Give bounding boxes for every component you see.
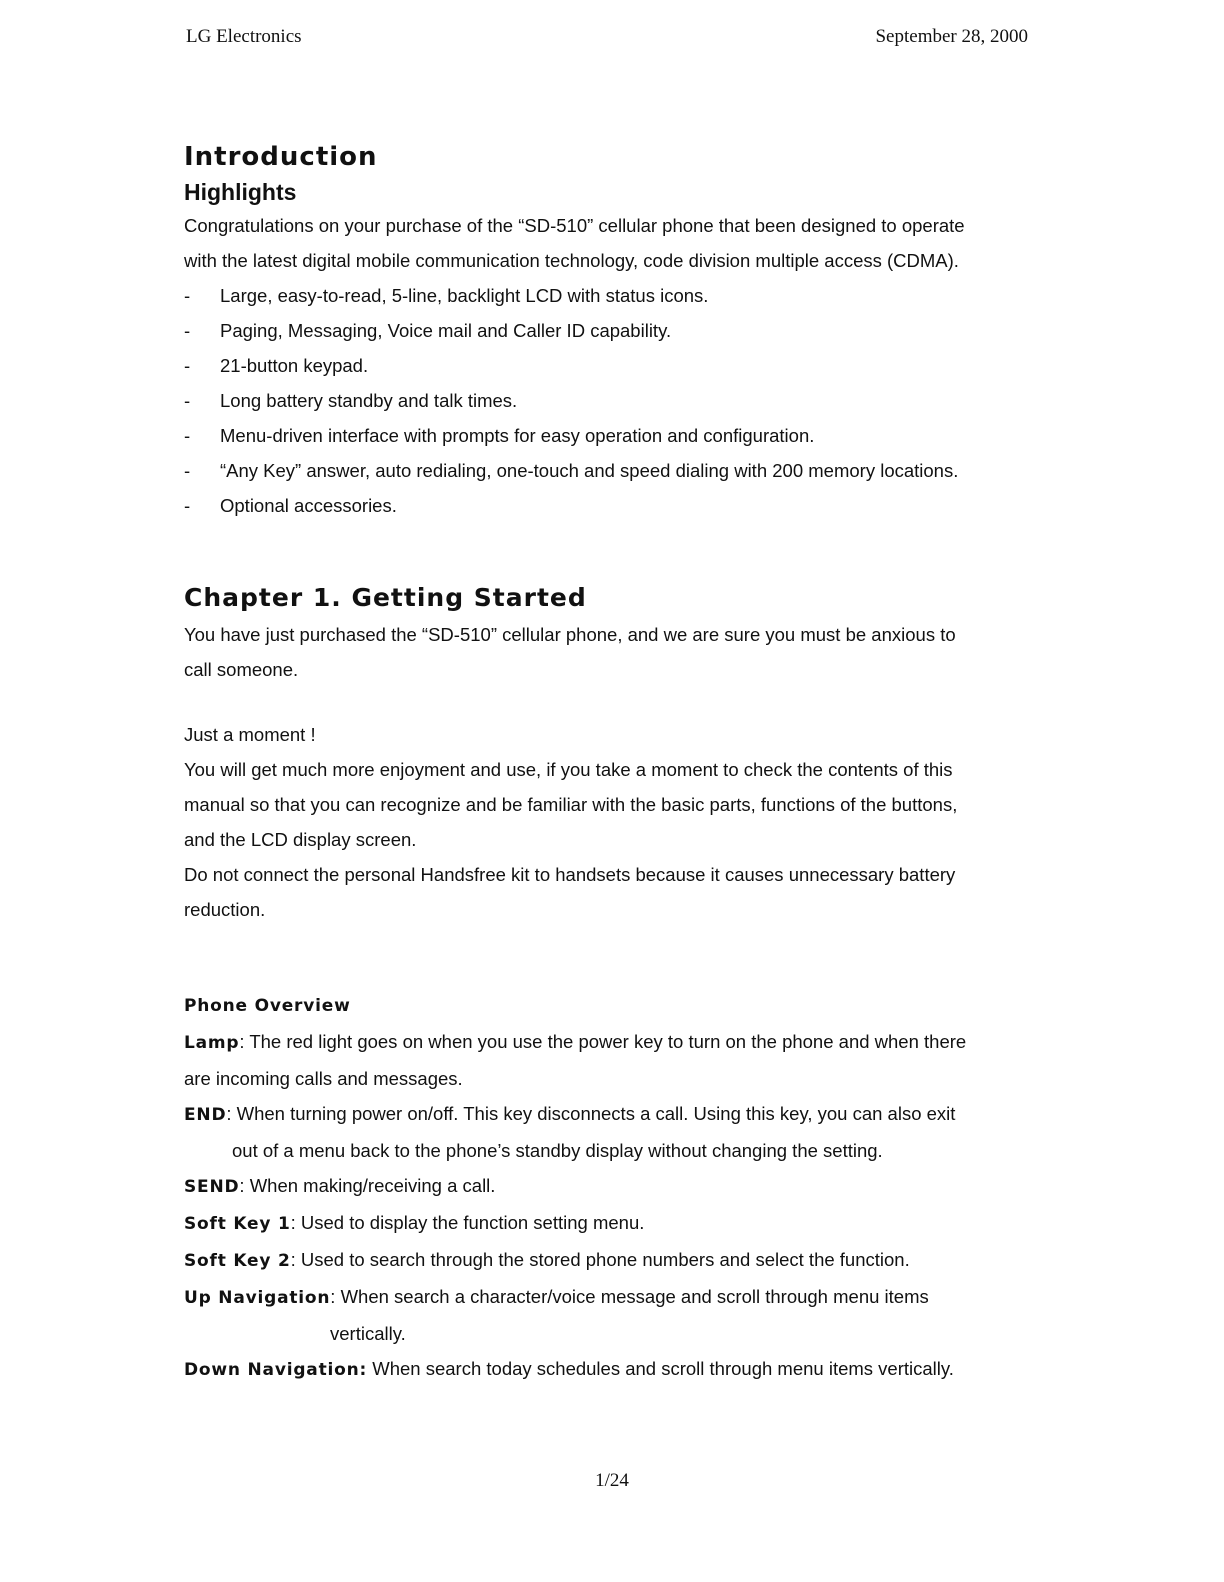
page-number: 1/24 xyxy=(595,1470,629,1491)
definition-line xyxy=(184,1205,1024,1242)
feature-text: 21-button keypad. xyxy=(220,355,369,376)
definition-text: The red light goes on when you use the power key to turn on the phone and when there xyxy=(249,1031,967,1052)
term-label: Soft Key 1 xyxy=(184,1214,291,1234)
definition-text: Used to search through the stored phone numbers and select the function. xyxy=(300,1249,910,1270)
feature-text: Optional accessories. xyxy=(220,495,397,516)
feature-item xyxy=(184,278,1024,313)
term-label: Soft Key 2 xyxy=(184,1251,291,1271)
chapter-intro-line: call someone. xyxy=(184,659,299,680)
definition-continuation: vertically. xyxy=(330,1323,406,1344)
term-separator: : xyxy=(226,1103,237,1124)
definition-text: When search today schedules and scroll through menu items vertically. xyxy=(372,1358,954,1379)
feature-item xyxy=(184,348,1024,383)
page-body xyxy=(184,138,1024,1388)
chapter-body-line: reduction. xyxy=(184,899,266,920)
term-label: Lamp xyxy=(184,1033,240,1053)
overview-item-soft-key-2 xyxy=(184,1242,1024,1279)
feature-list xyxy=(184,278,1024,523)
highlights-title: Highlights xyxy=(184,179,297,205)
term-label: END xyxy=(184,1105,227,1125)
phone-overview-title: Phone Overview xyxy=(184,996,351,1016)
overview-item-down-navigation xyxy=(184,1351,1024,1388)
feature-text: Long battery standby and talk times. xyxy=(220,390,518,411)
bullet-dash: - xyxy=(184,320,191,341)
definition-continuation: out of a menu back to the phone’s standby display without changing the setting. xyxy=(232,1140,883,1161)
term-label: Up Navigation xyxy=(184,1288,331,1308)
term-separator: : xyxy=(239,1175,250,1196)
header-date: September 28, 2000 xyxy=(875,26,1028,47)
spacer xyxy=(184,927,1024,989)
term-separator: : xyxy=(290,1212,301,1233)
chapter-body-line: Do not connect the personal Handsfree kit to handsets because it causes unnecessary battery xyxy=(184,864,956,885)
chapter-body-line: and the LCD display screen. xyxy=(184,829,417,850)
bullet-dash: - xyxy=(184,390,191,411)
definition-text: When search a character/voice message and scroll through menu items xyxy=(340,1286,929,1307)
definition-line xyxy=(184,1279,1024,1316)
term-separator: : xyxy=(330,1286,341,1307)
overview-item-lamp xyxy=(184,1024,1024,1096)
overview-item-send xyxy=(184,1168,1024,1205)
page-header xyxy=(186,26,1028,56)
just-a-moment: Just a moment ! xyxy=(184,724,316,745)
spacer xyxy=(184,687,1024,717)
overview-item-soft-key-1 xyxy=(184,1205,1024,1242)
definition-line xyxy=(184,1168,1024,1205)
feature-item xyxy=(184,383,1024,418)
chapter-title: Chapter 1. Getting Started xyxy=(184,583,587,612)
intro-paragraph-line: Congratulations on your purchase of the “SD-510” cellular phone that been designed to operate xyxy=(184,215,965,236)
feature-item xyxy=(184,453,1024,488)
bullet-dash: - xyxy=(184,460,191,481)
overview-item-end xyxy=(184,1096,1024,1168)
header-company: LG Electronics xyxy=(186,26,302,47)
feature-text: Large, easy-to-read, 5-line, backlight LCD with status icons. xyxy=(220,285,709,306)
term-separator: : xyxy=(239,1031,250,1052)
definition-text: When making/receiving a call. xyxy=(249,1175,496,1196)
definition-text: Used to display the function setting menu. xyxy=(300,1212,645,1233)
definition-text: When turning power on/off. This key disconnects a call. Using this key, you can also exit xyxy=(236,1103,956,1124)
feature-text: Paging, Messaging, Voice mail and Caller ID capability. xyxy=(220,320,672,341)
definition-line xyxy=(184,1351,1024,1388)
feature-item xyxy=(184,418,1024,453)
term-separator: : xyxy=(290,1249,301,1270)
term-label: Down Navigation: xyxy=(184,1360,368,1380)
overview-item-up-navigation xyxy=(184,1279,1024,1351)
intro-paragraph-line: with the latest digital mobile communication technology, code division multiple access (CDMA). xyxy=(184,250,959,271)
bullet-dash: - xyxy=(184,425,191,446)
feature-text: “Any Key” answer, auto redialing, one-touch and speed dialing with 200 memory locations. xyxy=(220,460,959,481)
bullet-dash: - xyxy=(184,355,191,376)
introduction-title: Introduction xyxy=(184,142,378,172)
bullet-dash: - xyxy=(184,495,191,516)
definition-continuation: are incoming calls and messages. xyxy=(184,1068,463,1089)
term-label: SEND xyxy=(184,1177,240,1197)
chapter-body-line: manual so that you can recognize and be familiar with the basic parts, functions of the buttons, xyxy=(184,794,958,815)
chapter-body-line: You will get much more enjoyment and use, if you take a moment to check the contents of this xyxy=(184,759,953,780)
feature-item xyxy=(184,488,1024,523)
definition-line xyxy=(184,1096,1024,1133)
feature-item xyxy=(184,313,1024,348)
definition-line xyxy=(184,1024,1024,1061)
feature-text: Menu-driven interface with prompts for easy operation and configuration. xyxy=(220,425,815,446)
bullet-dash: - xyxy=(184,285,191,306)
chapter-intro-line: You have just purchased the “SD-510” cellular phone, and we are sure you must be anxious to xyxy=(184,624,956,645)
definition-line xyxy=(184,1242,1024,1279)
